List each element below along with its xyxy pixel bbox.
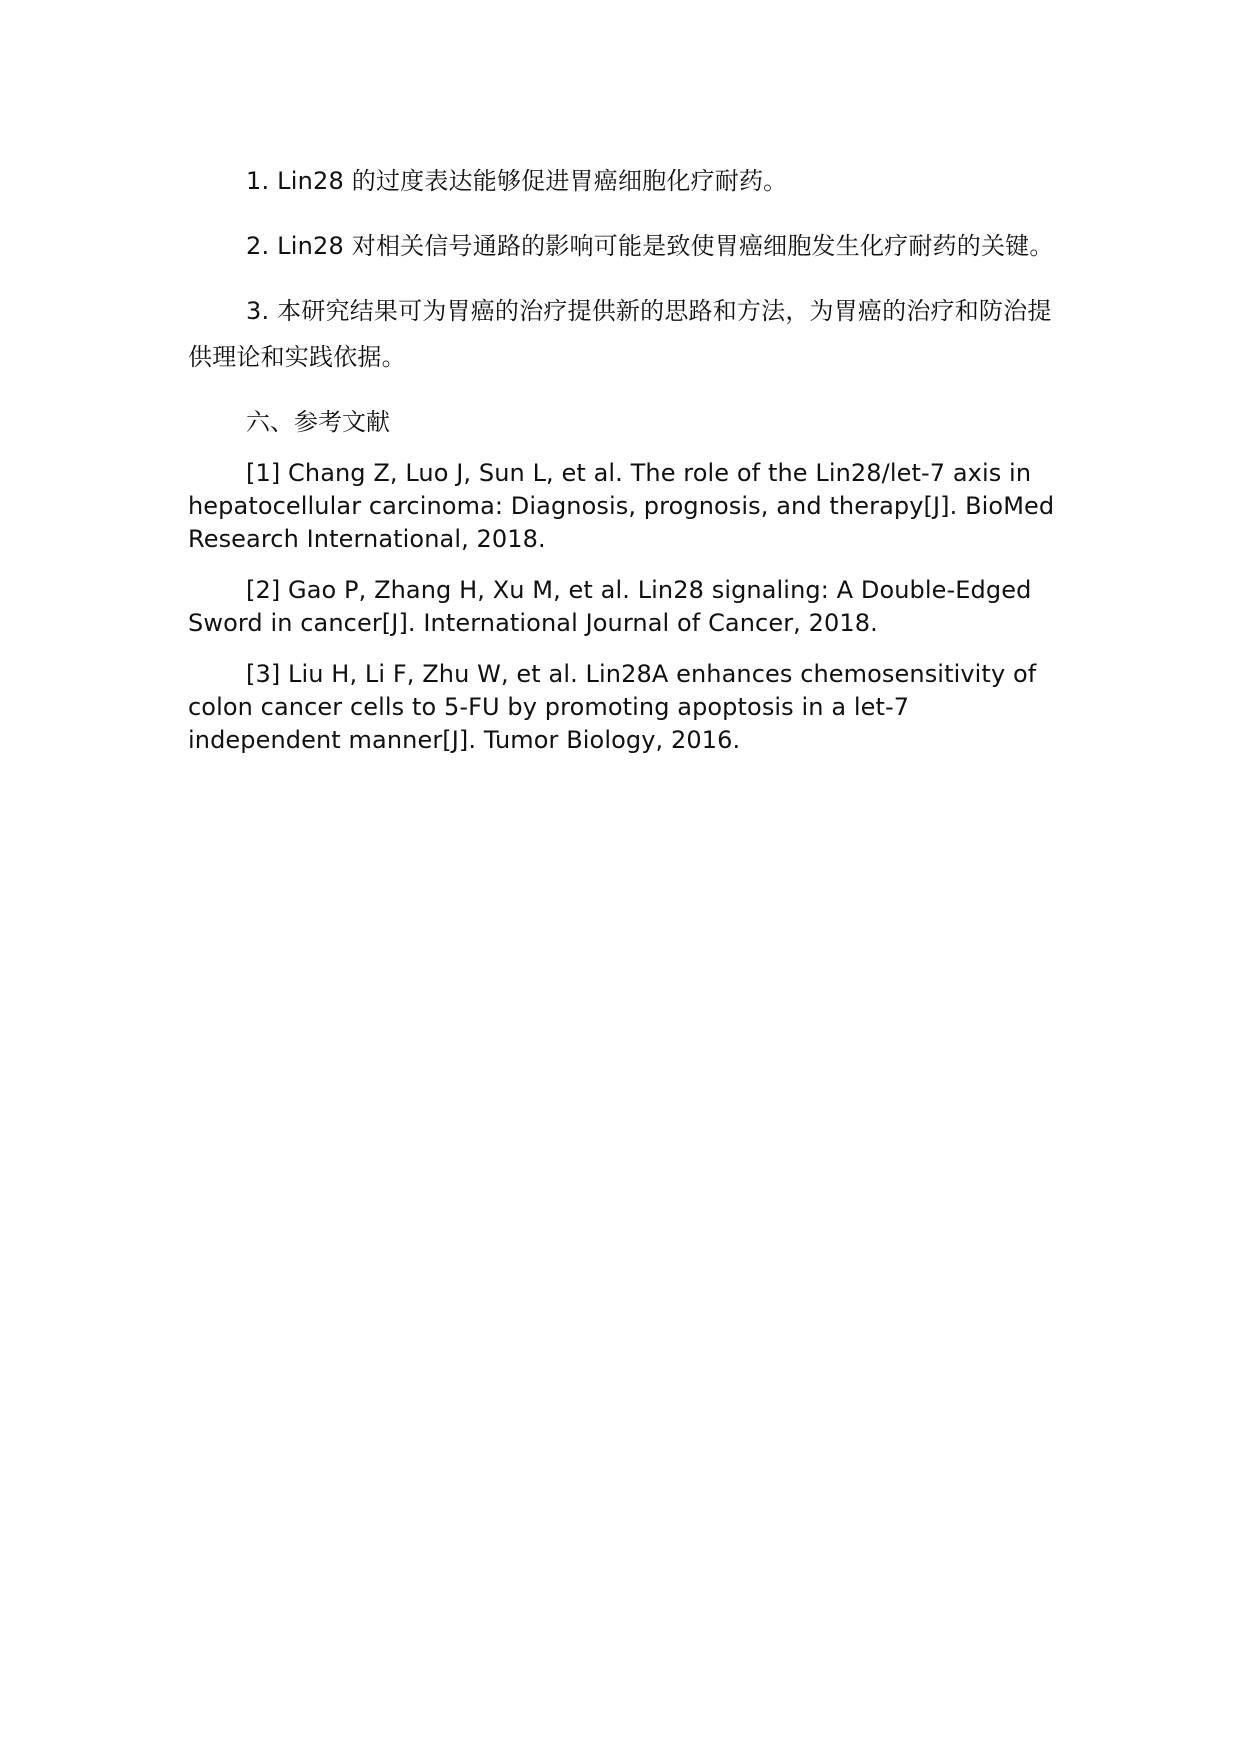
references-heading: 六、参考文献	[246, 408, 390, 436]
conclusion-item-3: 3. 本研究结果可为胃癌的治疗提供新的思路和方法，为胃癌的治疗和防治提供理论和实践依据。	[188, 297, 1052, 371]
reference-item-3: [3] Liu H, Li F, Zhu W, et al. Lin28A enhances chemosensitivity of colon cancer cells to 5-FU by promoting apoptosis in a let-7 independent manner[J]. Tumor Biology, 2016.	[188, 660, 1037, 754]
conclusion-item-2: 2. Lin28 对相关信号通路的影响可能是致使胃癌细胞发生化疗耐药的关键。	[246, 232, 1054, 260]
reference-item-2: [2] Gao P, Zhang H, Xu M, et al. Lin28 signaling: A Double-Edged Sword in cancer[J]. International Journal of Cancer, 2018.	[188, 576, 1032, 637]
reference-item-1: [1] Chang Z, Luo J, Sun L, et al. The role of the Lin28/let-7 axis in hepatocellular carcinoma: Diagnosis, prognosis, and therapy[J]. BioMed Research International, 2018.	[188, 459, 1055, 553]
conclusion-item-1: 1. Lin28 的过度表达能够促进胃癌细胞化疗耐药。	[246, 167, 788, 195]
document-body	[188, 158, 1058, 775]
